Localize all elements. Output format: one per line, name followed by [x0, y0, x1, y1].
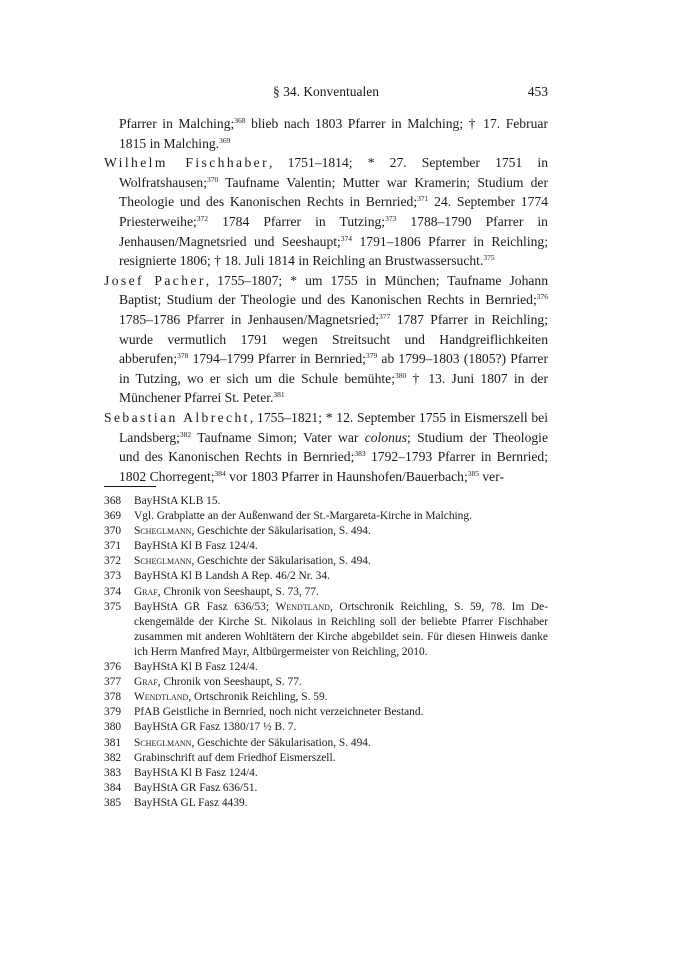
footnote-number: 374 [104, 585, 122, 598]
footnote-reference[interactable]: 380 [394, 370, 407, 380]
text-run: BayHStA GL Fasz 4439. [134, 796, 248, 809]
footnote-reference[interactable]: 372 [196, 213, 209, 223]
text-run: 1792–1793 Pfarrer in Bernried; 1802 Chorregent; [119, 449, 548, 484]
footnote-number: 381 [104, 736, 122, 749]
footnote [104, 796, 548, 811]
text-run: BayHStA GR Fasz 636/51. [134, 781, 258, 794]
footnote-text [134, 705, 548, 720]
footnote-text [134, 569, 548, 584]
text-run: † 13. Juni 1807 in der Münchener Pfarrei St. Peter. [119, 370, 548, 406]
text-run: 1784 Pfarrer in Tutzing; [208, 213, 386, 229]
footnote-reference[interactable]: 374 [340, 233, 353, 243]
author-name: Scheglmann [134, 555, 192, 568]
footnote-text [134, 781, 548, 796]
person-name: Sebastian Albrecht [104, 409, 250, 425]
text-run: 24. September 1774 Priesterweihe; [119, 194, 548, 229]
footnote [104, 554, 548, 569]
footnote-text [134, 796, 548, 811]
text-run: , Geschichte der Säkularisation, S. 494. [191, 736, 371, 749]
footnote [104, 600, 548, 660]
footnote-text [134, 509, 548, 524]
footnote-reference[interactable]: 373 [385, 213, 397, 223]
footnote-text [134, 751, 548, 766]
text-run: , 1755–1807; * um 1755 in München; Taufname Johann Baptist; Studium der Theologie und des Kanonischen Rechts in Bernried; [119, 272, 548, 308]
footnote-text [134, 660, 548, 675]
page-number: 453 [527, 84, 548, 99]
author-name: Wendtland [134, 691, 189, 704]
footnote-reference[interactable]: 376 [536, 292, 548, 302]
text-run: BayHStA GR Fasz 636/53; [134, 600, 276, 613]
text-run: , 1751–1814; * 27. September 1751 in Wolfratshausen; [119, 155, 549, 190]
footnote [104, 569, 548, 584]
text-run: Taufname Simon; Vater war [191, 429, 365, 445]
author-name: Wendtland [275, 600, 330, 613]
text-run: 1794–1799 Pfarrer in Bernried; [188, 351, 366, 367]
footnote-number: 372 [104, 555, 122, 568]
footnote-number: 384 [104, 781, 122, 794]
footnote-text [134, 675, 548, 690]
footnote-text [134, 524, 548, 539]
text-run: Grabinschrift auf dem Friedhof Eismerszell. [134, 751, 336, 764]
footnote-number: 370 [104, 525, 122, 538]
text-run: Taufname Valentin; Mutter war Kramerin; Studium der Theologie und des Kanonischen Rechts in Bernried; [119, 174, 548, 210]
author-name: Scheglmann [134, 736, 192, 749]
biography-entry [104, 271, 548, 408]
footnote-reference[interactable]: 384 [214, 468, 226, 478]
biography-entry [104, 408, 548, 486]
footnote-number: 377 [104, 676, 122, 689]
entry-continuation [104, 114, 548, 153]
footnote-reference[interactable]: 375 [483, 253, 495, 263]
footnote-number: 369 [104, 510, 122, 523]
author-name: Graf [134, 585, 158, 598]
italic-term: colonus [364, 429, 407, 445]
footnote-number: 375 [104, 600, 122, 613]
text-run: blieb nach 1803 Pfarrer in Malching; † 17. Februar 1815 in Malching. [119, 116, 548, 151]
footnote-reference[interactable]: 370 [207, 174, 219, 184]
footnote [104, 781, 548, 796]
footnote-number: 385 [104, 796, 122, 809]
footnote-text [134, 720, 548, 735]
footnote-text [134, 600, 548, 660]
running-head [104, 84, 548, 104]
text-run: ver- [478, 468, 504, 484]
footnote-number: 382 [104, 751, 122, 764]
footnotes [104, 494, 548, 811]
text-run: Vgl. Grabplatte an der Außenwand der St.-Margareta-Kirche in Malching. [134, 510, 472, 523]
footnote-number: 380 [104, 721, 122, 734]
footnote [104, 751, 548, 766]
footnote-reference[interactable]: 381 [273, 390, 285, 400]
footnote-reference[interactable]: 377 [379, 311, 391, 321]
text-run: , Ortschronik Reichling, S. 59, 78. Im Deckengemälde der Kirche St. Nikolaus in Reichling soll der beliebte Pfarrer Fischhaber zusammen mit anderen Wohltätern der Kirche abgebildet sein. Für diesen Hinweis danke ich Herrn Manfred Mayr, Altbürgermeister von Reichling, 2010. [134, 600, 548, 658]
text-run: , Chronik von Seeshaupt, S. 77. [157, 676, 302, 689]
footnote-text [134, 585, 548, 600]
footnote-reference[interactable]: 385 [467, 468, 479, 478]
text-run: BayHStA Kl B Fasz 124/4. [134, 661, 258, 674]
footnote-reference[interactable]: 382 [179, 429, 192, 439]
footnote-reference[interactable]: 369 [219, 135, 231, 145]
text-run: , Geschichte der Säkularisation, S. 494. [191, 525, 371, 538]
footnote-text [134, 539, 548, 554]
section-title: § 34. Konventualen [272, 84, 380, 99]
footnote [104, 585, 548, 600]
text-run: 1787 Pfarrer in Reichling; wurde vermutlich 1791 wegen Streitsucht und Handgreiflichkeiten abberufen; [119, 311, 549, 367]
text-run: ; Studium der Theologie und des Kanonischen Rechts in Bernried; [119, 429, 548, 465]
footnote-number: 378 [104, 691, 122, 704]
footnote-number: 368 [104, 495, 122, 507]
footnote-text [134, 766, 548, 781]
footnote-text [134, 736, 548, 751]
footnote [104, 494, 548, 509]
footnote-number: 379 [104, 706, 122, 719]
text-run: vor 1803 Pfarrer in Haunshofen/Bauerbach; [225, 468, 468, 484]
footnote-number: 373 [104, 570, 122, 583]
text-run: BayHStA GR Fasz 1380/17 ½ B. 7. [134, 721, 297, 734]
text-run: BayHStA Kl B Fasz 124/4. [134, 540, 258, 553]
author-name: Graf [134, 676, 158, 689]
author-name: Scheglmann [134, 525, 192, 538]
footnote-reference[interactable]: 379 [365, 351, 378, 361]
text-run: , 1755–1821; * 12. September 1755 in Eismerszell bei Landsberg; [119, 409, 548, 445]
footnote-reference[interactable]: 371 [417, 194, 429, 204]
footnote [104, 524, 548, 539]
text-run: BayHStA Kl B Fasz 124/4. [134, 766, 258, 779]
text-run: ab 1799–1803 (1805?) Pfarrer in Tutzing, wo er sich um die Schule bemühte; [119, 351, 548, 386]
text-run: , Chronik von Seeshaupt, S. 73, 77. [157, 585, 319, 598]
text-run: 1791–1806 Pfarrer in Reichling; resignierte 1806; † 18. Juli 1814 in Reichling an Brustwassersucht. [119, 233, 548, 269]
footnote-reference[interactable]: 368 [234, 116, 246, 125]
footnote [104, 509, 548, 524]
footnote [104, 675, 548, 690]
footnote-text [134, 494, 548, 509]
footnote [104, 705, 548, 720]
footnote [104, 539, 548, 554]
text-run: , Ortschronik Reichling, S. 59. [188, 691, 328, 704]
footnote [104, 690, 548, 705]
footnote [104, 660, 548, 675]
footnote-number: 383 [104, 766, 122, 779]
footnote-text [134, 690, 548, 705]
footnote [104, 720, 548, 735]
text-run: Pfarrer in Malching; [119, 116, 235, 131]
footnote-reference[interactable]: 378 [177, 351, 189, 361]
footnote-text [134, 554, 548, 569]
main-text [104, 114, 548, 486]
text-run: PfAB Geistliche in Bernried, noch nicht verzeichneter Bestand. [134, 706, 424, 719]
footnote [104, 766, 548, 781]
footnote-separator [104, 486, 156, 487]
text-run: 1788–1790 Pfarrer in Jenhausen/Magnetsried und Seeshaupt; [119, 213, 548, 249]
text-run: BayHStA KLB 15. [134, 495, 221, 507]
footnote-reference[interactable]: 383 [354, 449, 366, 459]
text-run: 1785–1786 Pfarrer in Jenhausen/Magnetsried; [119, 311, 380, 327]
text-run: , Geschichte der Säkularisation, S. 494. [191, 555, 371, 568]
biography-entry [104, 153, 548, 271]
person-name: Wilhelm Fischhaber [104, 155, 270, 171]
footnote-number: 376 [104, 661, 122, 674]
footnote-number: 371 [104, 540, 122, 553]
footnote [104, 736, 548, 751]
person-name: Josef Pacher [104, 272, 206, 288]
text-run: BayHStA Kl B Landsh A Rep. 46/2 Nr. 34. [134, 570, 330, 583]
